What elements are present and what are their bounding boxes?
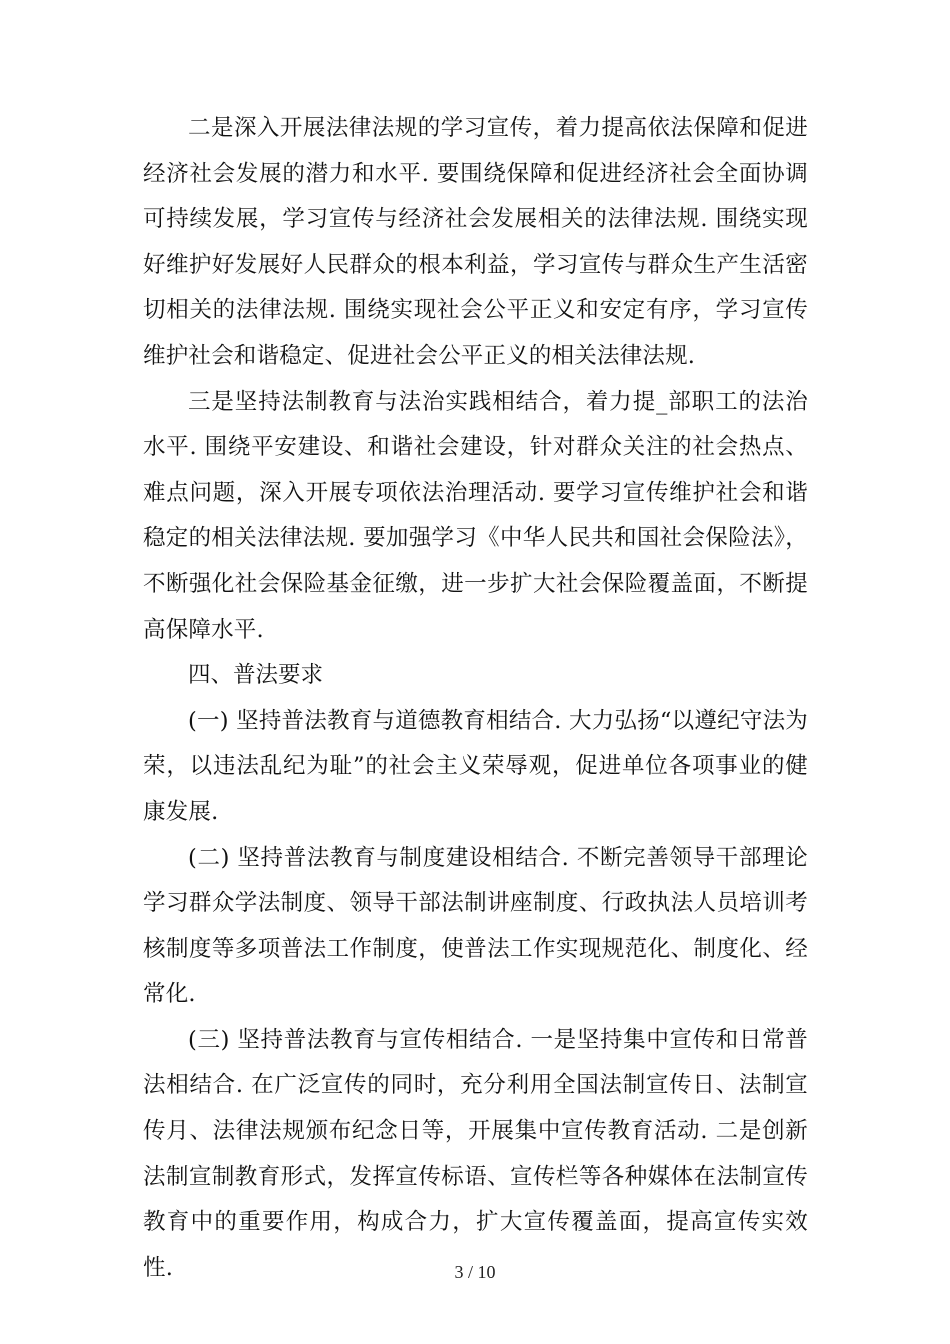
document-body (143, 106, 808, 1291)
paragraph-requirement-1: (一) 坚持普法教育与道德教育相结合. 大力弘扬“以遵纪守法为荣，以违法乱纪为耻”的社会主义荣辱观，促进单位各项事业的健康发展. (143, 707, 808, 825)
paragraph-study-publicity: 二是深入开展法律法规的学习宣传，着力提高依法保障和促进经济社会发展的潜力和水平. 要围绕保障和促进经济社会全面协调可持续发展，学习宣传与经济社会发展相关的法律法规. 围绕实现好维护好发展好人民群众的根本利益，学习宣传与群众生产生活密切相关的法律法规. 围绕实现社会公平正义和安定有序，学习宣传维护社会和谐稳定、促进社会公平正义的相关法律法规. (143, 115, 808, 369)
paragraph-requirement-3: (三) 坚持普法教育与宣传相结合. 一是坚持集中宣传和日常普法相结合. 在广泛宣传的同时，充分利用全国法制宣传日、法制宣传月、法律法规颁布纪念日等，开展集中宣传教育活动. 二是创新法制宣制教育形式，发挥宣传标语、宣传栏等各种媒体在法制宣传教育中的重要作用，构成合力，扩大宣传覆盖面，提高宣传实效性. (143, 1026, 808, 1281)
page-number: 3 / 10 (454, 1262, 496, 1282)
section-heading-requirements: 四、普法要求 (188, 662, 324, 689)
paragraph-requirement-2: (二) 坚持普法教育与制度建设相结合. 不断完善领导干部理论学习群众学法制度、领导干部法制讲座制度、行政执法人员培训考核制度等多项普法工作制度，使普法工作实现规范化、制度化、经常化. (143, 844, 808, 1008)
paragraph-legal-practice: 三是坚持法制教育与法治实践相结合，着力提_部职工的法治水平. 围绕平安建设、和谐社会建设，针对群众关注的社会热点、难点问题，深入开展专项依法治理活动. 要学习宣传维护社会和谐稳定的相关法律法规. 要加强学习《中华人民共和国社会保险法》，不断强化社会保险基金征缴，进一步扩大社会保险覆盖面，不断提高保障水平. (143, 388, 808, 643)
